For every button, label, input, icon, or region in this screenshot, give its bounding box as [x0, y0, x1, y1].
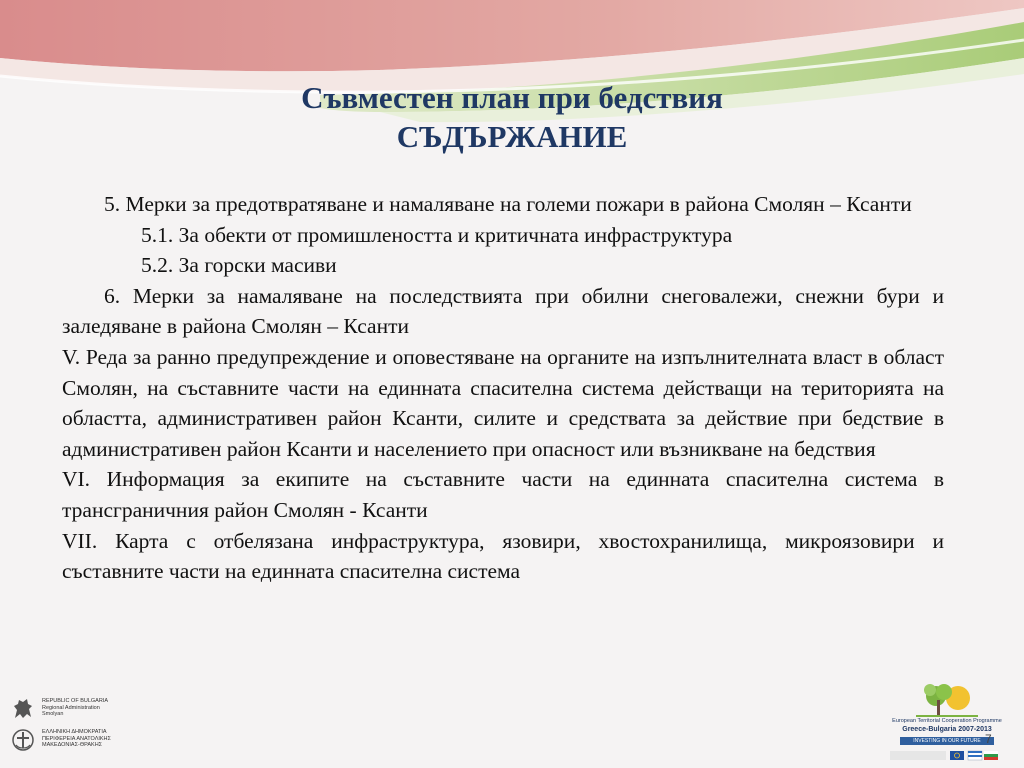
bulgaria-emblem-logo	[10, 696, 130, 724]
programme-logo	[880, 684, 1014, 764]
programme-line: European Territorial Cooperation Programme	[892, 718, 1002, 724]
slide-subtitle: СЪДЪРЖАНИЕ	[396, 119, 628, 154]
content-paragraph: VI. Информация за екипите на съставните части на единната спасителна система в трансграничния район Смолян - Ксанти	[62, 467, 944, 522]
content-paragraph: 5.2. За горски масиви	[141, 253, 337, 278]
greece-text: ΕΛΛΗΝΙΚΗ ΔΗΜΟΚΡΑΤΙΑ ΠΕΡΙΦΕΡΕΙΑ ΑΝΑΤΟΛΙΚΗΣ ΜΑΚΕΔΟΝΙΑΣ-ΘΡΑΚΗΣ	[42, 729, 111, 748]
programme-name: Greece-Bulgaria 2007-2013	[902, 726, 992, 733]
content-paragraph: 5. Мерки за предотвратяване и намаляване на големи пожари в района Смолян – Ксанти	[104, 192, 912, 216]
greece-emblem-logo	[10, 727, 130, 755]
greek-emblem-icon	[10, 727, 36, 753]
content-paragraph: 6. Мерки за намаляване на последствията при обилни снеговалежи, снежни бури и заледяване в района Смолян – Ксанти	[62, 283, 944, 339]
slide-title: Съвместен план при бедствия	[301, 80, 723, 115]
programme-slogan: INVESTING IN OUR FUTURE	[900, 737, 994, 745]
content-paragraph: VII. Карта с отбелязана инфраструктура, язовири, хвостохранилища, микроязовири и съставните части на единната спасителна система	[62, 528, 944, 584]
bulgaria-text: REPUBLIC OF BULGARIA Regional Administration Smolyan	[42, 698, 109, 717]
content-paragraph: V. Реда за ранно предупреждение и оповестяване на органите на изпълнителната власт в област Смолян, на съставните части на единната спасителна система действащи на територията на областта, административен район Ксанти, силите и средствата за действие при бедствие в административен район Ксанти и населението при опасност или възникване на бедствия	[62, 344, 944, 461]
tree-sun-icon	[880, 684, 1014, 718]
flags-icon	[880, 748, 1014, 762]
lion-emblem-icon	[10, 696, 36, 722]
page-number: 7	[985, 732, 992, 746]
partner-logos-left	[10, 696, 130, 756]
content-body	[62, 189, 944, 587]
content-paragraph: 5.1. За обекти от промишлеността и критичната инфраструктура	[141, 222, 733, 247]
